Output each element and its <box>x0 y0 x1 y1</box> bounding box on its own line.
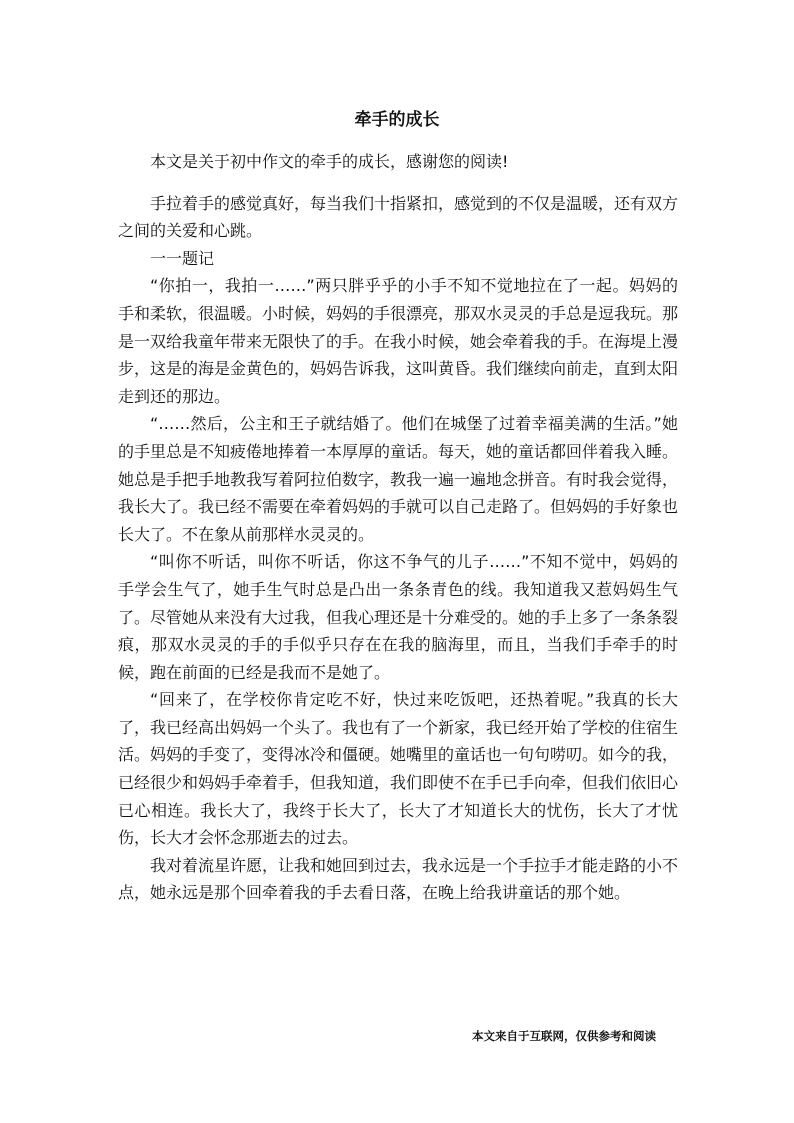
paragraph: “你拍一，我拍一……”两只胖乎乎的小手不知不觉地拉在了一起。妈妈的手和柔软，很温暖。小时候，妈妈的手很漂亮，那双水灵灵的手总是逗我玩。那是一双给我童年带来无限快了的手。在我小时候，她会牵着我的手。在海堤上漫步，这是的海是金黄色的，妈妈告诉我，这叫黄昏。我们继续向前走，直到太阳走到还的那边。 <box>118 276 679 406</box>
paragraph: “叫你不听话，叫你不听话，你这不争气的儿子……”不知不觉中，妈妈的手学会生气了，她手生气时总是凸出一条条青色的线。我知道我又惹妈妈生气了。尽管她从来没有大过我，但我心理还是十分难受的。她的手上多了一条条裂痕，那双水灵灵的手的手似乎只存在在我的脑海里，而且，当我们手牵手的时候，跑在前面的已经是我而不是她了。 <box>118 552 679 682</box>
intro-paragraph: 本文是关于初中作文的牵手的成长，感谢您的阅读! <box>150 152 509 171</box>
article-body <box>118 148 678 907</box>
page-title: 牵手的成长 <box>354 110 440 130</box>
epigraph-attribution: 一一题记 <box>150 248 215 268</box>
paragraph: 我对着流星许愿，让我和她回到过去，我永远是一个手拉手才能走路的小不点，她永远是那个回牵着我的手去看日落，在晚上给我讲童话的那个她。 <box>118 855 679 903</box>
paragraph: 手拉着手的感觉真好，每当我们十指紧扣，感觉到的不仅是温暖，还有双方之间的关爱和心跳。 <box>118 193 679 241</box>
paragraph: “……然后，公主和王子就结婚了。他们在城堡了过着幸福美满的生活。”她的手里总是不知疲倦地捧着一本厚厚的童话。每天，她的童话都回伴着我入睡。她总是手把手地教我写着阿拉伯数字，教我一遍一遍地念拼音。有时我会觉得，我长大了。我已经不需要在牵着妈妈的手就可以自己走路了。但妈妈的手好象也长大了。不在象从前那样水灵灵的。 <box>118 414 679 544</box>
source-footer: 本文来自于互联网，仅供参考和阅读 <box>472 1029 656 1043</box>
paragraph: “回来了，在学校你肯定吃不好，快过来吃饭吧，还热着呢。”我真的长大了，我已经高出妈妈一个头了。我也有了一个新家，我已经开始了学校的住宿生活。妈妈的手变了，变得冰冷和僵硬。她嘴里的童话也一句句唠叨。如今的我，已经很少和妈妈手牵着手，但我知道，我们即使不在手已手向牵，但我们依旧心已心相连。我长大了，我终于长大了，长大了才知道长大的忧伤，长大了才忧伤，长大才会怀念那逝去的过去。 <box>118 690 679 848</box>
